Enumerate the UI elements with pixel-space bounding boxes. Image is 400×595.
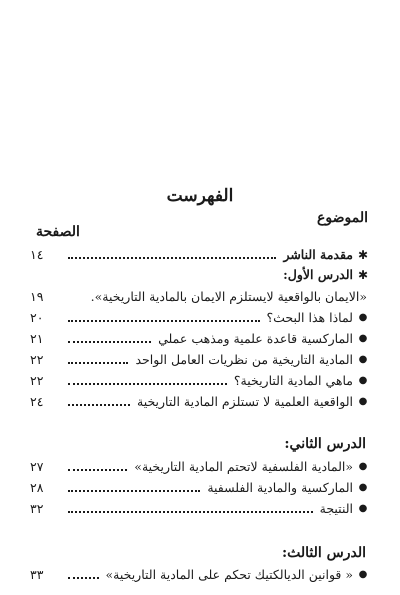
entry-page: ٢٨: [30, 480, 44, 495]
toc-entry[interactable]: [30, 372, 370, 390]
dot-leader: [68, 469, 127, 471]
toc-entry[interactable]: [30, 393, 370, 411]
toc-entry[interactable]: [30, 288, 370, 306]
entry-label: لماذا هذا البحث؟: [266, 310, 353, 325]
dot-leader: [68, 490, 200, 492]
page-column-header: الصفحة: [36, 224, 80, 240]
lesson3-heading[interactable]: الدرس الثالث:: [281, 545, 366, 561]
toc-title: الفهرست: [166, 186, 234, 206]
entry-label: النتيجة: [319, 501, 353, 516]
star-icon: ✱: [357, 248, 369, 262]
dot-leader: [68, 257, 276, 259]
toc-entry[interactable]: [30, 351, 370, 369]
entry-label: المادية التاريخية من نظريات العامل الواحد: [135, 352, 353, 367]
dot-leader: [68, 341, 151, 343]
entry-page: ٣٢: [30, 501, 44, 516]
bullet-icon: ●: [358, 312, 368, 323]
toc-entry-intro[interactable]: [30, 246, 370, 264]
bullet-icon: ●: [358, 396, 368, 407]
bullet-icon: ●: [358, 569, 368, 580]
toc-entry[interactable]: [30, 566, 370, 584]
entry-page: ٢٧: [30, 459, 44, 474]
toc-entry[interactable]: [30, 479, 370, 497]
dot-leader: [68, 383, 227, 385]
entry-page: ٢٢: [30, 352, 44, 367]
bullet-icon: ●: [358, 503, 368, 514]
dot-leader: [68, 320, 260, 322]
lesson-title: الدرس الأول:: [283, 267, 353, 282]
entry-page: ٢١: [30, 331, 44, 346]
dot-leader: [68, 577, 99, 579]
lesson2-heading[interactable]: الدرس الثاني:: [284, 436, 366, 452]
lesson1-heading[interactable]: [30, 266, 370, 284]
dot-leader: [68, 511, 313, 513]
entry-label: «الايمان بالواقعية لايستلزم الايمان بالمادية التاريخية».: [90, 289, 367, 304]
entry-label: مقدمة الناشر: [283, 247, 353, 262]
toc-entry[interactable]: [30, 309, 370, 327]
entry-page: ٢٠: [30, 310, 44, 325]
entry-page: ١٤: [30, 247, 44, 262]
entry-page: ٢٢: [30, 373, 44, 388]
entry-label: ماهي المادية التاريخية؟: [233, 373, 353, 388]
entry-page: ٢٤: [30, 394, 44, 409]
bullet-icon: ●: [358, 461, 368, 472]
dot-leader: [68, 404, 130, 406]
entry-page: ٣٣: [30, 567, 44, 582]
entry-label: «المادية الفلسفية لاتحتم المادية التاريخية»: [134, 459, 353, 474]
topic-column-header: الموضوع: [317, 210, 368, 226]
entry-label: الماركسية قاعدة علمية ومذهب عملي: [158, 331, 353, 346]
toc-entry[interactable]: [30, 330, 370, 348]
dot-leader: [68, 362, 128, 364]
entry-label: « قوانين الديالكتيك تحكم على المادية التاريخية»: [105, 567, 353, 582]
toc-entry[interactable]: [30, 500, 370, 518]
bullet-icon: ●: [358, 375, 368, 386]
entry-label: الواقعية العلمية لا تستلزم المادية التاريخية: [137, 394, 353, 409]
bullet-icon: ●: [358, 482, 368, 493]
toc-entry[interactable]: [30, 458, 370, 476]
bullet-icon: ●: [358, 333, 368, 344]
entry-label: الماركسية والمادية الفلسفية: [207, 480, 353, 495]
star-icon: ✱: [357, 268, 369, 282]
entry-page: ١٩: [30, 289, 44, 304]
bullet-icon: ●: [358, 354, 368, 365]
